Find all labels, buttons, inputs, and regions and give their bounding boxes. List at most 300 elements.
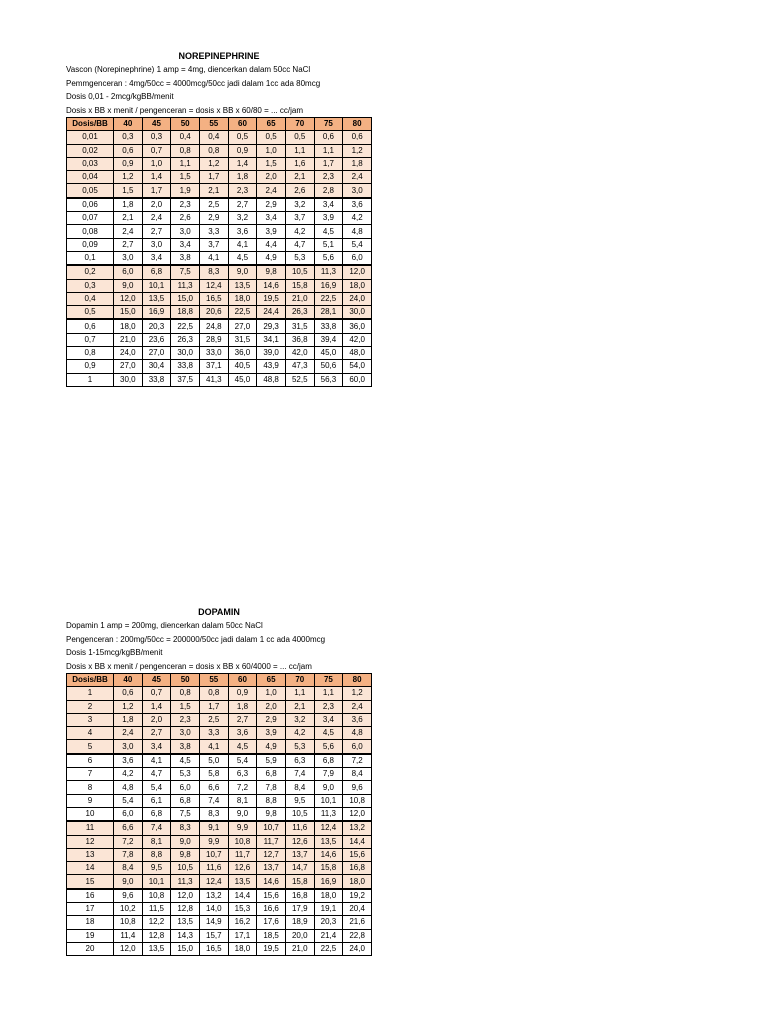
dose-cell: 1 — [67, 373, 114, 386]
table-row — [67, 835, 372, 848]
rate-cell: 1,7 — [199, 171, 228, 184]
rate-cell: 14,7 — [285, 862, 314, 875]
rate-cell: 37,1 — [199, 360, 228, 373]
rate-cell: 10,8 — [343, 794, 372, 807]
rate-cell: 26,3 — [285, 306, 314, 320]
dose-cell: 14 — [67, 862, 114, 875]
rate-cell: 20,3 — [314, 916, 343, 929]
table-row — [67, 292, 372, 305]
rate-cell: 2,6 — [171, 212, 200, 225]
table-row — [67, 373, 372, 386]
rate-cell: 0,8 — [199, 144, 228, 157]
rate-cell: 9,0 — [114, 279, 143, 292]
rate-cell: 6,8 — [142, 265, 171, 279]
rate-cell: 8,8 — [257, 794, 286, 807]
rate-cell: 15,8 — [314, 862, 343, 875]
weight-header: 60 — [228, 118, 257, 131]
rate-cell: 1,2 — [114, 171, 143, 184]
rate-cell: 52,5 — [285, 373, 314, 386]
rate-cell: 3,7 — [285, 212, 314, 225]
rate-cell: 9,9 — [199, 835, 228, 848]
rate-cell: 15,0 — [114, 306, 143, 320]
rate-cell: 48,8 — [257, 373, 286, 386]
rate-cell: 1,2 — [199, 157, 228, 170]
rate-cell: 18,0 — [314, 889, 343, 903]
rate-cell: 4,2 — [285, 727, 314, 740]
norepinephrine-section — [66, 49, 372, 387]
rate-cell: 3,3 — [199, 727, 228, 740]
rate-cell: 11,6 — [199, 862, 228, 875]
rate-cell: 13,5 — [142, 292, 171, 305]
rate-cell: 1,0 — [142, 157, 171, 170]
dose-cell: 0,09 — [67, 238, 114, 251]
rate-cell: 1,7 — [314, 157, 343, 170]
rate-cell: 22,5 — [228, 306, 257, 320]
rate-cell: 15,8 — [285, 875, 314, 889]
table-row — [67, 251, 372, 265]
rate-cell: 2,4 — [257, 184, 286, 198]
rate-cell: 3,6 — [343, 713, 372, 726]
rate-cell: 3,0 — [114, 740, 143, 754]
rate-cell: 7,8 — [114, 848, 143, 861]
rate-cell: 11,3 — [314, 807, 343, 821]
table-row — [67, 333, 372, 346]
rate-cell: 15,6 — [257, 889, 286, 903]
dopamin-table — [66, 673, 372, 956]
table-row — [67, 212, 372, 225]
rate-cell: 0,5 — [228, 131, 257, 144]
rate-cell: 13,5 — [171, 916, 200, 929]
rate-cell: 5,3 — [285, 251, 314, 265]
rate-cell: 3,2 — [285, 713, 314, 726]
table-row — [67, 306, 372, 320]
rate-cell: 13,7 — [285, 848, 314, 861]
table-row — [67, 889, 372, 903]
weight-header: 45 — [142, 118, 171, 131]
rate-cell: 22,5 — [314, 942, 343, 955]
rate-cell: 6,3 — [285, 754, 314, 768]
rate-cell: 9,0 — [171, 835, 200, 848]
rate-cell: 28,9 — [199, 333, 228, 346]
table-row — [67, 157, 372, 170]
rate-cell: 3,3 — [199, 225, 228, 238]
rate-cell: 4,1 — [199, 251, 228, 265]
rate-cell: 0,8 — [171, 144, 200, 157]
rate-cell: 7,2 — [228, 781, 257, 794]
rate-cell: 17,1 — [228, 929, 257, 942]
rate-cell: 3,4 — [257, 212, 286, 225]
rate-cell: 30,0 — [343, 306, 372, 320]
rate-cell: 0,5 — [285, 131, 314, 144]
rate-cell: 9,0 — [314, 781, 343, 794]
rate-cell: 20,4 — [343, 903, 372, 916]
rate-cell: 2,6 — [285, 184, 314, 198]
rate-cell: 14,3 — [171, 929, 200, 942]
rate-cell: 13,2 — [199, 889, 228, 903]
rate-cell: 5,0 — [199, 754, 228, 768]
rate-cell: 6,8 — [171, 794, 200, 807]
rate-cell: 5,6 — [314, 251, 343, 265]
rate-cell: 7,5 — [171, 265, 200, 279]
rate-cell: 1,4 — [228, 157, 257, 170]
rate-cell: 18,0 — [228, 292, 257, 305]
rate-cell: 0,9 — [228, 144, 257, 157]
dose-cell: 0,07 — [67, 212, 114, 225]
rate-cell: 48,0 — [343, 347, 372, 360]
rate-cell: 23,6 — [142, 333, 171, 346]
rate-cell: 45,0 — [314, 347, 343, 360]
rate-cell: 8,3 — [199, 265, 228, 279]
rate-cell: 3,9 — [257, 727, 286, 740]
dose-cell: 6 — [67, 754, 114, 768]
rate-cell: 2,3 — [314, 700, 343, 713]
dose-cell: 0,04 — [67, 171, 114, 184]
dose-cell: 0,4 — [67, 292, 114, 305]
rate-cell: 4,5 — [171, 754, 200, 768]
rate-cell: 3,9 — [257, 225, 286, 238]
rate-cell: 2,0 — [142, 713, 171, 726]
weight-header: 70 — [285, 674, 314, 687]
rate-cell: 13,5 — [314, 835, 343, 848]
rate-cell: 6,0 — [114, 265, 143, 279]
rate-cell: 60,0 — [343, 373, 372, 386]
dose-cell: 20 — [67, 942, 114, 955]
rate-cell: 18,0 — [228, 942, 257, 955]
dose-cell: 0,3 — [67, 279, 114, 292]
rate-cell: 2,0 — [142, 198, 171, 212]
rate-cell: 33,8 — [142, 373, 171, 386]
dose-cell: 8 — [67, 781, 114, 794]
dopamin-line-2: Pengenceran : 200mg/50cc = 200000/50cc jadi dalam 1 cc ada 4000mcg — [66, 634, 326, 644]
table-row — [67, 713, 372, 726]
rate-cell: 2,3 — [171, 198, 200, 212]
rate-cell: 14,4 — [343, 835, 372, 848]
rate-cell: 9,6 — [114, 889, 143, 903]
rate-cell: 1,4 — [142, 700, 171, 713]
rate-cell: 1,6 — [285, 157, 314, 170]
rate-cell: 9,5 — [285, 794, 314, 807]
rate-cell: 11,4 — [114, 929, 143, 942]
rate-cell: 5,8 — [199, 768, 228, 781]
rate-cell: 2,4 — [142, 212, 171, 225]
table-row — [67, 225, 372, 238]
rate-cell: 2,9 — [257, 713, 286, 726]
rate-cell: 24,0 — [114, 347, 143, 360]
rate-cell: 0,4 — [199, 131, 228, 144]
rate-cell: 6,8 — [314, 754, 343, 768]
rate-cell: 2,0 — [257, 171, 286, 184]
rate-cell: 4,1 — [199, 740, 228, 754]
rate-cell: 15,8 — [285, 279, 314, 292]
dose-cell: 0,06 — [67, 198, 114, 212]
rate-cell: 0,9 — [228, 687, 257, 700]
rate-cell: 15,6 — [343, 848, 372, 861]
rate-cell: 1,2 — [114, 700, 143, 713]
rate-cell: 18,9 — [285, 916, 314, 929]
rate-cell: 10,8 — [228, 835, 257, 848]
dose-cell: 0,8 — [67, 347, 114, 360]
norepinephrine-line-3: Dosis 0,01 - 2mcg/kgBB/menit — [66, 92, 174, 101]
table-row — [67, 903, 372, 916]
rate-cell: 12,0 — [114, 942, 143, 955]
rate-cell: 21,6 — [343, 916, 372, 929]
rate-cell: 2,9 — [199, 212, 228, 225]
rate-cell: 6,8 — [142, 807, 171, 821]
rate-cell: 4,7 — [285, 238, 314, 251]
dopamin-line-4: Dosis x BB x menit / pengenceran = dosis x BB x 60/4000 = ... cc/jam — [66, 661, 312, 671]
rate-cell: 7,4 — [285, 768, 314, 781]
rate-cell: 2,7 — [142, 225, 171, 238]
rate-cell: 12,8 — [171, 903, 200, 916]
rate-cell: 6,8 — [257, 768, 286, 781]
dose-cell: 0,02 — [67, 144, 114, 157]
rate-cell: 18,8 — [171, 306, 200, 320]
weight-header: 60 — [228, 674, 257, 687]
table-row — [67, 942, 372, 955]
rate-cell: 3,8 — [171, 251, 200, 265]
rate-cell: 11,7 — [228, 848, 257, 861]
rate-cell: 42,0 — [285, 347, 314, 360]
rate-cell: 21,0 — [285, 942, 314, 955]
rate-cell: 1,1 — [171, 157, 200, 170]
rate-cell: 21,0 — [285, 292, 314, 305]
norepinephrine-line-1: Vascon (Norepinephrine) 1 amp = 4mg, diencerkan dalam 50cc NaCl — [66, 65, 311, 74]
rate-cell: 8,4 — [285, 781, 314, 794]
norepinephrine-line-4: Dosis x BB x menit / pengenceran = dosis x BB x 60/80 = ... cc/jam — [66, 105, 303, 115]
rate-cell: 3,6 — [228, 225, 257, 238]
rate-cell: 13,5 — [142, 942, 171, 955]
table-header-row — [67, 674, 372, 687]
table-row — [67, 238, 372, 251]
rate-cell: 36,8 — [285, 333, 314, 346]
rate-cell: 50,6 — [314, 360, 343, 373]
rate-cell: 5,4 — [343, 238, 372, 251]
rate-cell: 4,7 — [142, 768, 171, 781]
rate-cell: 10,8 — [142, 889, 171, 903]
rate-cell: 7,9 — [314, 768, 343, 781]
rate-cell: 3,6 — [114, 754, 143, 768]
rate-cell: 9,5 — [142, 862, 171, 875]
rate-cell: 1,8 — [228, 700, 257, 713]
rate-cell: 40,5 — [228, 360, 257, 373]
rate-cell: 3,4 — [171, 238, 200, 251]
dose-cell: 10 — [67, 807, 114, 821]
dose-cell: 0,1 — [67, 251, 114, 265]
rate-cell: 11,3 — [314, 265, 343, 279]
table-row — [67, 740, 372, 754]
rate-cell: 11,3 — [171, 279, 200, 292]
dose-cell: 9 — [67, 794, 114, 807]
table-row — [67, 848, 372, 861]
rate-cell: 2,7 — [142, 727, 171, 740]
dose-cell: 3 — [67, 713, 114, 726]
rate-cell: 12,0 — [343, 807, 372, 821]
weight-header: 70 — [285, 118, 314, 131]
dopamin-line-3: Dosis 1-15mcg/kgBB/menit — [66, 648, 163, 657]
rate-cell: 2,9 — [257, 198, 286, 212]
rate-cell: 18,0 — [343, 279, 372, 292]
dose-weight-header: Dosis/BB — [67, 118, 114, 131]
rate-cell: 19,2 — [343, 889, 372, 903]
rate-cell: 5,3 — [171, 768, 200, 781]
rate-cell: 36,0 — [228, 347, 257, 360]
rate-cell: 47,3 — [285, 360, 314, 373]
rate-cell: 0,3 — [142, 131, 171, 144]
dose-cell: 5 — [67, 740, 114, 754]
rate-cell: 4,2 — [343, 212, 372, 225]
rate-cell: 4,9 — [257, 740, 286, 754]
rate-cell: 18,0 — [114, 319, 143, 333]
rate-cell: 9,9 — [228, 821, 257, 835]
table-row — [67, 184, 372, 198]
rate-cell: 19,5 — [257, 942, 286, 955]
rate-cell: 0,8 — [171, 687, 200, 700]
rate-cell: 4,2 — [114, 768, 143, 781]
rate-cell: 3,4 — [314, 198, 343, 212]
rate-cell: 3,4 — [314, 713, 343, 726]
rate-cell: 16,9 — [314, 875, 343, 889]
rate-cell: 8,3 — [171, 821, 200, 835]
rate-cell: 22,8 — [343, 929, 372, 942]
rate-cell: 0,8 — [199, 687, 228, 700]
table-row — [67, 754, 372, 768]
rate-cell: 39,4 — [314, 333, 343, 346]
rate-cell: 27,0 — [114, 360, 143, 373]
rate-cell: 1,5 — [171, 171, 200, 184]
rate-cell: 15,3 — [228, 903, 257, 916]
rate-cell: 2,8 — [314, 184, 343, 198]
rate-cell: 3,6 — [343, 198, 372, 212]
rate-cell: 5,4 — [228, 754, 257, 768]
rate-cell: 19,1 — [314, 903, 343, 916]
rate-cell: 9,8 — [257, 807, 286, 821]
rate-cell: 12,4 — [199, 279, 228, 292]
table-row — [67, 171, 372, 184]
table-row — [67, 916, 372, 929]
rate-cell: 9,8 — [171, 848, 200, 861]
rate-cell: 10,5 — [285, 807, 314, 821]
rate-cell: 4,8 — [343, 727, 372, 740]
rate-cell: 36,0 — [343, 319, 372, 333]
rate-cell: 10,2 — [114, 903, 143, 916]
rate-cell: 8,8 — [142, 848, 171, 861]
dose-cell: 12 — [67, 835, 114, 848]
dopamin-title: DOPAMIN — [198, 607, 240, 617]
rate-cell: 1,4 — [142, 171, 171, 184]
table-row — [67, 131, 372, 144]
rate-cell: 29,3 — [257, 319, 286, 333]
rate-cell: 1,0 — [257, 144, 286, 157]
rate-cell: 9,0 — [114, 875, 143, 889]
rate-cell: 1,5 — [171, 700, 200, 713]
rate-cell: 1,5 — [257, 157, 286, 170]
rate-cell: 14,6 — [257, 279, 286, 292]
rate-cell: 2,5 — [199, 713, 228, 726]
rate-cell: 4,1 — [228, 238, 257, 251]
rate-cell: 18,0 — [343, 875, 372, 889]
rate-cell: 6,6 — [199, 781, 228, 794]
rate-cell: 1,8 — [228, 171, 257, 184]
rate-cell: 2,3 — [171, 713, 200, 726]
rate-cell: 4,8 — [114, 781, 143, 794]
rate-cell: 7,4 — [142, 821, 171, 835]
rate-cell: 7,2 — [114, 835, 143, 848]
rate-cell: 2,1 — [199, 184, 228, 198]
dose-cell: 1 — [67, 687, 114, 700]
rate-cell: 10,7 — [199, 848, 228, 861]
rate-cell: 12,4 — [314, 821, 343, 835]
rate-cell: 1,5 — [114, 184, 143, 198]
rate-cell: 31,5 — [228, 333, 257, 346]
rate-cell: 4,8 — [343, 225, 372, 238]
dose-cell: 16 — [67, 889, 114, 903]
rate-cell: 0,5 — [257, 131, 286, 144]
rate-cell: 6,3 — [228, 768, 257, 781]
rate-cell: 5,4 — [142, 781, 171, 794]
rate-cell: 17,6 — [257, 916, 286, 929]
table-row — [67, 794, 372, 807]
rate-cell: 7,8 — [257, 781, 286, 794]
rate-cell: 1,1 — [285, 687, 314, 700]
rate-cell: 2,5 — [199, 198, 228, 212]
table-row — [67, 781, 372, 794]
rate-cell: 42,0 — [343, 333, 372, 346]
table-row — [67, 360, 372, 373]
rate-cell: 2,7 — [228, 198, 257, 212]
rate-cell: 1,0 — [257, 687, 286, 700]
rate-cell: 8,4 — [114, 862, 143, 875]
rate-cell: 0,7 — [142, 687, 171, 700]
rate-cell: 30,0 — [114, 373, 143, 386]
weight-header: 55 — [199, 118, 228, 131]
rate-cell: 10,7 — [257, 821, 286, 835]
rate-cell: 10,1 — [142, 279, 171, 292]
rate-cell: 33,0 — [199, 347, 228, 360]
rate-cell: 20,6 — [199, 306, 228, 320]
rate-cell: 11,7 — [257, 835, 286, 848]
rate-cell: 24,8 — [199, 319, 228, 333]
rate-cell: 7,2 — [343, 754, 372, 768]
rate-cell: 10,5 — [285, 265, 314, 279]
rate-cell: 6,1 — [142, 794, 171, 807]
rate-cell: 41,3 — [199, 373, 228, 386]
dose-cell: 18 — [67, 916, 114, 929]
weight-header: 50 — [171, 118, 200, 131]
rate-cell: 37,5 — [171, 373, 200, 386]
rate-cell: 10,8 — [114, 916, 143, 929]
rate-cell: 22,5 — [314, 292, 343, 305]
rate-cell: 3,2 — [228, 212, 257, 225]
rate-cell: 6,0 — [343, 740, 372, 754]
weight-header: 75 — [314, 674, 343, 687]
rate-cell: 3,0 — [343, 184, 372, 198]
rate-cell: 3,2 — [285, 198, 314, 212]
table-row — [67, 265, 372, 279]
rate-cell: 11,5 — [142, 903, 171, 916]
rate-cell: 45,0 — [228, 373, 257, 386]
weight-header: 65 — [257, 118, 286, 131]
table-row — [67, 687, 372, 700]
rate-cell: 31,5 — [285, 319, 314, 333]
norepinephrine-line-2: Pemmgenceran : 4mg/50cc = 4000mcg/50cc jadi dalam 1cc ada 80mcg — [66, 78, 321, 88]
rate-cell: 15,7 — [199, 929, 228, 942]
rate-cell: 3,9 — [314, 212, 343, 225]
rate-cell: 16,5 — [199, 292, 228, 305]
rate-cell: 16,2 — [228, 916, 257, 929]
weight-header: 65 — [257, 674, 286, 687]
weight-header: 75 — [314, 118, 343, 131]
rate-cell: 9,0 — [228, 265, 257, 279]
